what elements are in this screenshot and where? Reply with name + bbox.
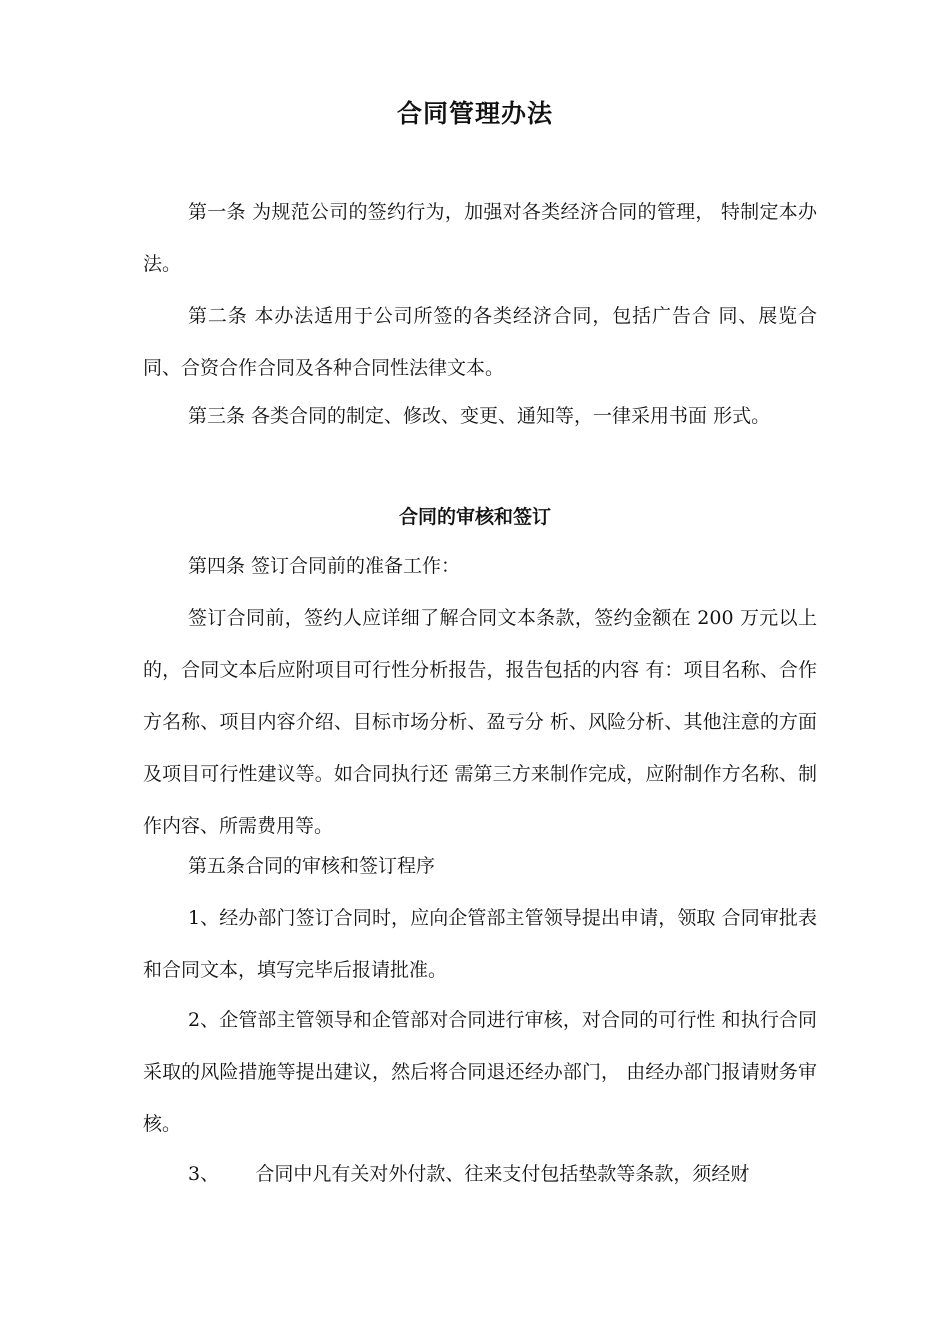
procedure-item-2: 2、企管部主管领导和企管部对合同进行审核，对合同的可行性 和执行合同采取的风险措施等提出建议，然后将合同退还经办部门， 由经办部门报请财务审核。 bbox=[143, 1009, 817, 1135]
article-1-paragraph: 第一条 为规范公司的签约行为，加强对各类经济合同的管理， 特制定本办法。 bbox=[143, 201, 817, 275]
article-4-paragraph: 第四条 签订合同前的准备工作： bbox=[188, 555, 461, 577]
article-5-paragraph: 第五条合同的审核和签订程序 bbox=[188, 855, 436, 877]
procedure-item-3: 3、 合同中凡有关对外付款、往来支付包括垫款等条款，须经财 bbox=[188, 1163, 750, 1185]
article-3-paragraph: 第三条 各类合同的制定、修改、变更、通知等，一律采用书面 形式。 bbox=[188, 405, 771, 427]
section-heading: 合同的审核和签订 bbox=[398, 506, 551, 528]
procedure-item-1: 1、经办部门签订合同时，应向企管部主管领导提出申请，领取 合同审批表和合同文本，填写完毕后报请批准。 bbox=[143, 907, 817, 981]
article-2-paragraph: 第二条 本办法适用于公司所签的各类经济合同，包括广告合 同、展览合同、合资合作合同及各种合同性法律文本。 bbox=[143, 305, 817, 379]
document-title: 合同管理办法 bbox=[396, 99, 553, 128]
article-4-detail-paragraph: 签订合同前，签约人应详细了解合同文本条款，签约金额在 200 万元以上的，合同文本后应附项目可行性分析报告，报告包括的内容 有：项目名称、合作方名称、项目内容介绍、目标市场分析、盈亏分 析、风险分析、其他注意的方面及项目可行性建议等。如合同执行还 需第三方来制作完成，应附制作方名称、制作内容、所需费用等。 bbox=[143, 607, 817, 837]
